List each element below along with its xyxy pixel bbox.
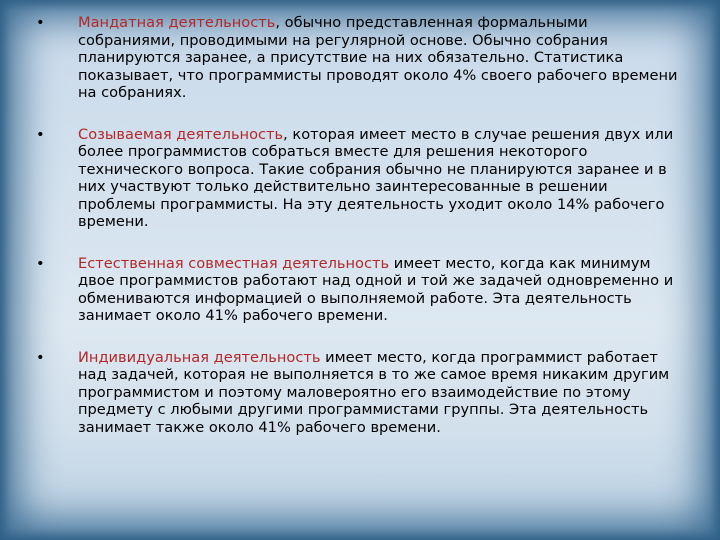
bullet-term: Созываемая деятельность	[78, 125, 284, 143]
bullet-item-individual	[36, 349, 688, 437]
bullet-dot-icon: •	[36, 14, 45, 31]
bullet-item-convened	[36, 126, 688, 231]
bullet-term: Индивидуальная деятельность	[78, 348, 321, 366]
bullet-term: Естественная совместная деятельность	[78, 254, 390, 272]
bullet-list	[36, 14, 688, 436]
bullet-dot-icon: •	[36, 125, 45, 143]
bullet-text: , обычно представленная формальными собраниями, проводимыми на регулярной основе. Обычно собрания планируются заранее, а присутствие на них обязательно. Статистика показывает, что программисты проводят около 4% своего рабочего времени на собраниях.	[78, 14, 678, 101]
bullet-text: имеет место, когда как минимум двое программистов работают над одной и той же задачей одновременно и обмениваются информацией о выполняемой работе. Эта деятельность занимает около 41% рабочего времени.	[78, 254, 674, 324]
bullet-item-natural-joint	[36, 255, 688, 325]
bullet-term: Мандатная деятельность	[78, 14, 276, 31]
bullet-text: , которая имеет место в случае решения двух или более программистов собраться вместе для решения некоторого технического вопроса. Такие собрания обычно не планируются заранее и в них участвуют только действительно заинтересованные в решении проблемы программисты. На эту деятельность уходит около 14% рабочего времени.	[78, 125, 674, 230]
bullet-item-mandatory	[36, 14, 688, 102]
bullet-dot-icon: •	[36, 348, 45, 366]
bullet-dot-icon: •	[36, 254, 45, 272]
bullet-text: имеет место, когда программист работает над задачей, которая не выполняется в то же самое время никаким другим программистом и поэтому маловероятно его взаимодействие по этому предмету с любыми другими программистами группы. Эта деятельность занимает также около 41% рабочего времени.	[78, 348, 670, 436]
